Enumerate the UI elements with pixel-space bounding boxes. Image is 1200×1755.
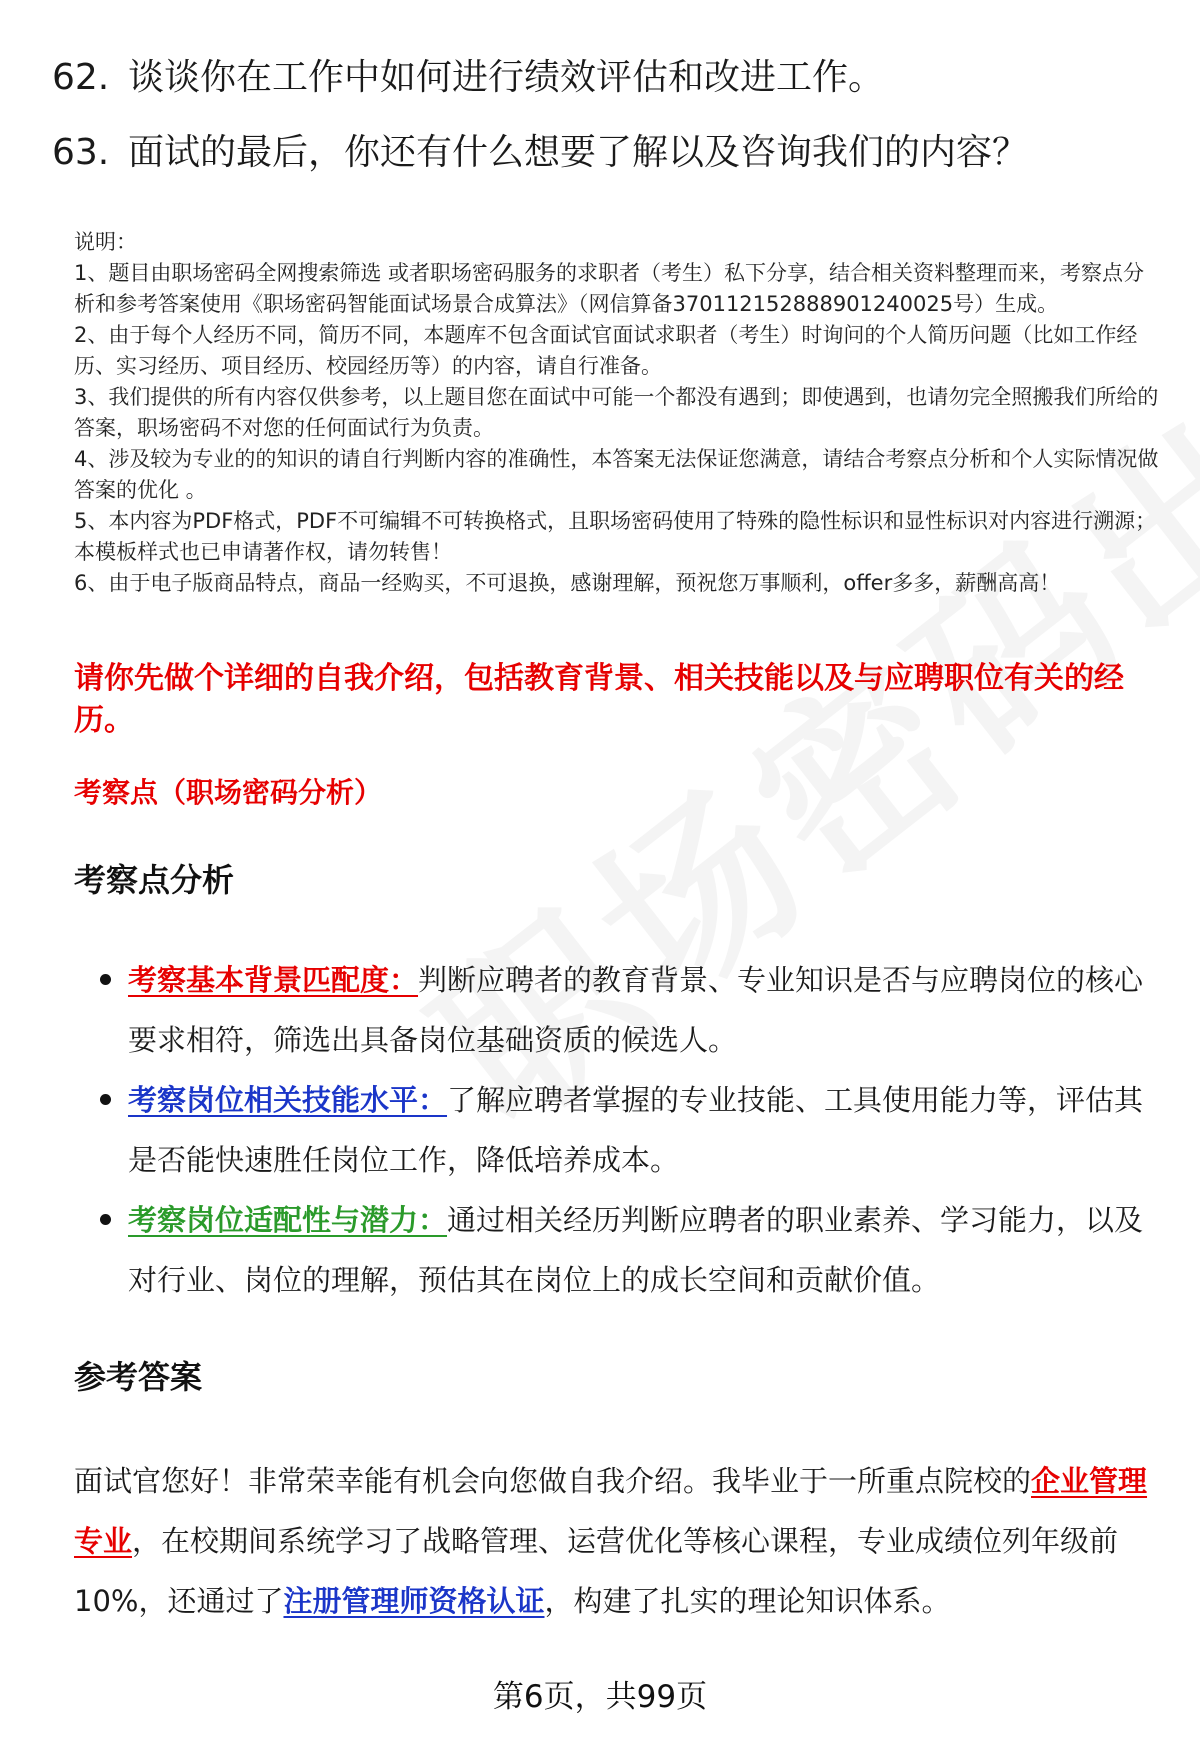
answer-highlight: 注册管理师资格认证 — [283, 1584, 545, 1618]
analysis-item — [74, 950, 1154, 1070]
answer-highlight: 企业管理专业 — [74, 1464, 1148, 1558]
note-item: 1、题目由职场密码全网搜索筛选 或者职场密码服务的求职者（考生）私下分享，结合相关资料整理而来，考察点分析和参考答案使用《职场密码智能面试场景合成算法》（网信算备370112152888901240025号）生成。 — [74, 261, 1145, 316]
question-62 — [52, 56, 884, 100]
kaocha-heading: 考察点（职场密码分析） — [74, 776, 383, 809]
analysis-label: 考察岗位相关技能水平： — [128, 1083, 448, 1117]
notes-title: 说明： — [74, 230, 137, 254]
page-footer: 第6页，共99页 — [492, 1679, 708, 1715]
analysis-text: 了解应聘者掌握的专业技能、工具使用能力等，评估其是否能快速胜任岗位工作，降低培养成本。 — [128, 1083, 1144, 1177]
analysis-list — [74, 950, 1154, 1310]
question-63 — [52, 131, 1028, 175]
answer-text: ，在校期间系统学习了战略管理、运营优化等核心课程，专业成绩位列年级前10%，还通过了 — [74, 1524, 1119, 1618]
question-number: 63. — [52, 132, 110, 173]
analysis-item — [74, 1190, 1154, 1310]
bullet-icon — [100, 1214, 111, 1225]
bullet-icon — [100, 974, 111, 985]
analysis-item — [74, 1070, 1154, 1190]
note-item: 5、本内容为PDF格式，PDF不可编辑不可转换格式，且职场密码使用了特殊的隐性标识和显性标识对内容进行溯源；本模板样式也已申请著作权，请勿转售！ — [74, 509, 1157, 564]
analysis-label: 考察岗位适配性与潜力： — [128, 1203, 448, 1237]
analysis-heading: 考察点分析 — [74, 861, 235, 899]
analysis-text: 判断应聘者的教育背景、专业知识是否与应聘岗位的核心要求相符，筛选出具备岗位基础资质的候选人。 — [128, 963, 1144, 1057]
note-item: 3、我们提供的所有内容仅供参考，以上题目您在面试中可能一个都没有遇到；即使遇到，也请勿完全照搬我们所给的答案，职场密码不对您的任何面试行为负责。 — [74, 385, 1159, 440]
question-text: 谈谈你在工作中如何进行绩效评估和改进工作。 — [128, 57, 885, 98]
question-number: 62. — [52, 57, 110, 98]
answer-text: ，构建了扎实的理论知识体系。 — [544, 1584, 951, 1618]
analysis-text: 通过相关经历判断应聘者的职业素养、学习能力，以及对行业、岗位的理解，预估其在岗位上的成长空间和贡献价值。 — [128, 1203, 1144, 1297]
answer-text: 面试官您好！非常荣幸能有机会向您做自我介绍。我毕业于一所重点院校的 — [74, 1464, 1032, 1498]
note-item: 2、由于每个人经历不同，简历不同，本题库不包含面试官面试求职者（考生）时询问的个人简历问题（比如工作经历、实习经历、项目经历、校园经历等）的内容，请自行准备。 — [74, 323, 1138, 378]
answer-paragraph — [74, 1451, 1154, 1631]
note-item: 4、涉及较为专业的的知识的请自行判断内容的准确性，本答案无法保证您满意，请结合考察点分析和个人实际情况做答案的优化 。 — [74, 447, 1159, 502]
bullet-icon — [100, 1094, 111, 1105]
analysis-label: 考察基本背景匹配度： — [128, 963, 419, 997]
notes-block — [74, 227, 1159, 599]
question-text: 面试的最后，你还有什么想要了解以及咨询我们的内容？ — [128, 132, 1029, 173]
main-question: 请你先做个详细的自我介绍，包括教育背景、相关技能以及与应聘职位有关的经历。 — [74, 661, 1124, 738]
answer-heading: 参考答案 — [74, 1358, 203, 1396]
note-item: 6、由于电子版商品特点，商品一经购买，不可退换，感谢理解，预祝您万事顺利，offer多多，薪酬高高！ — [74, 571, 1061, 595]
